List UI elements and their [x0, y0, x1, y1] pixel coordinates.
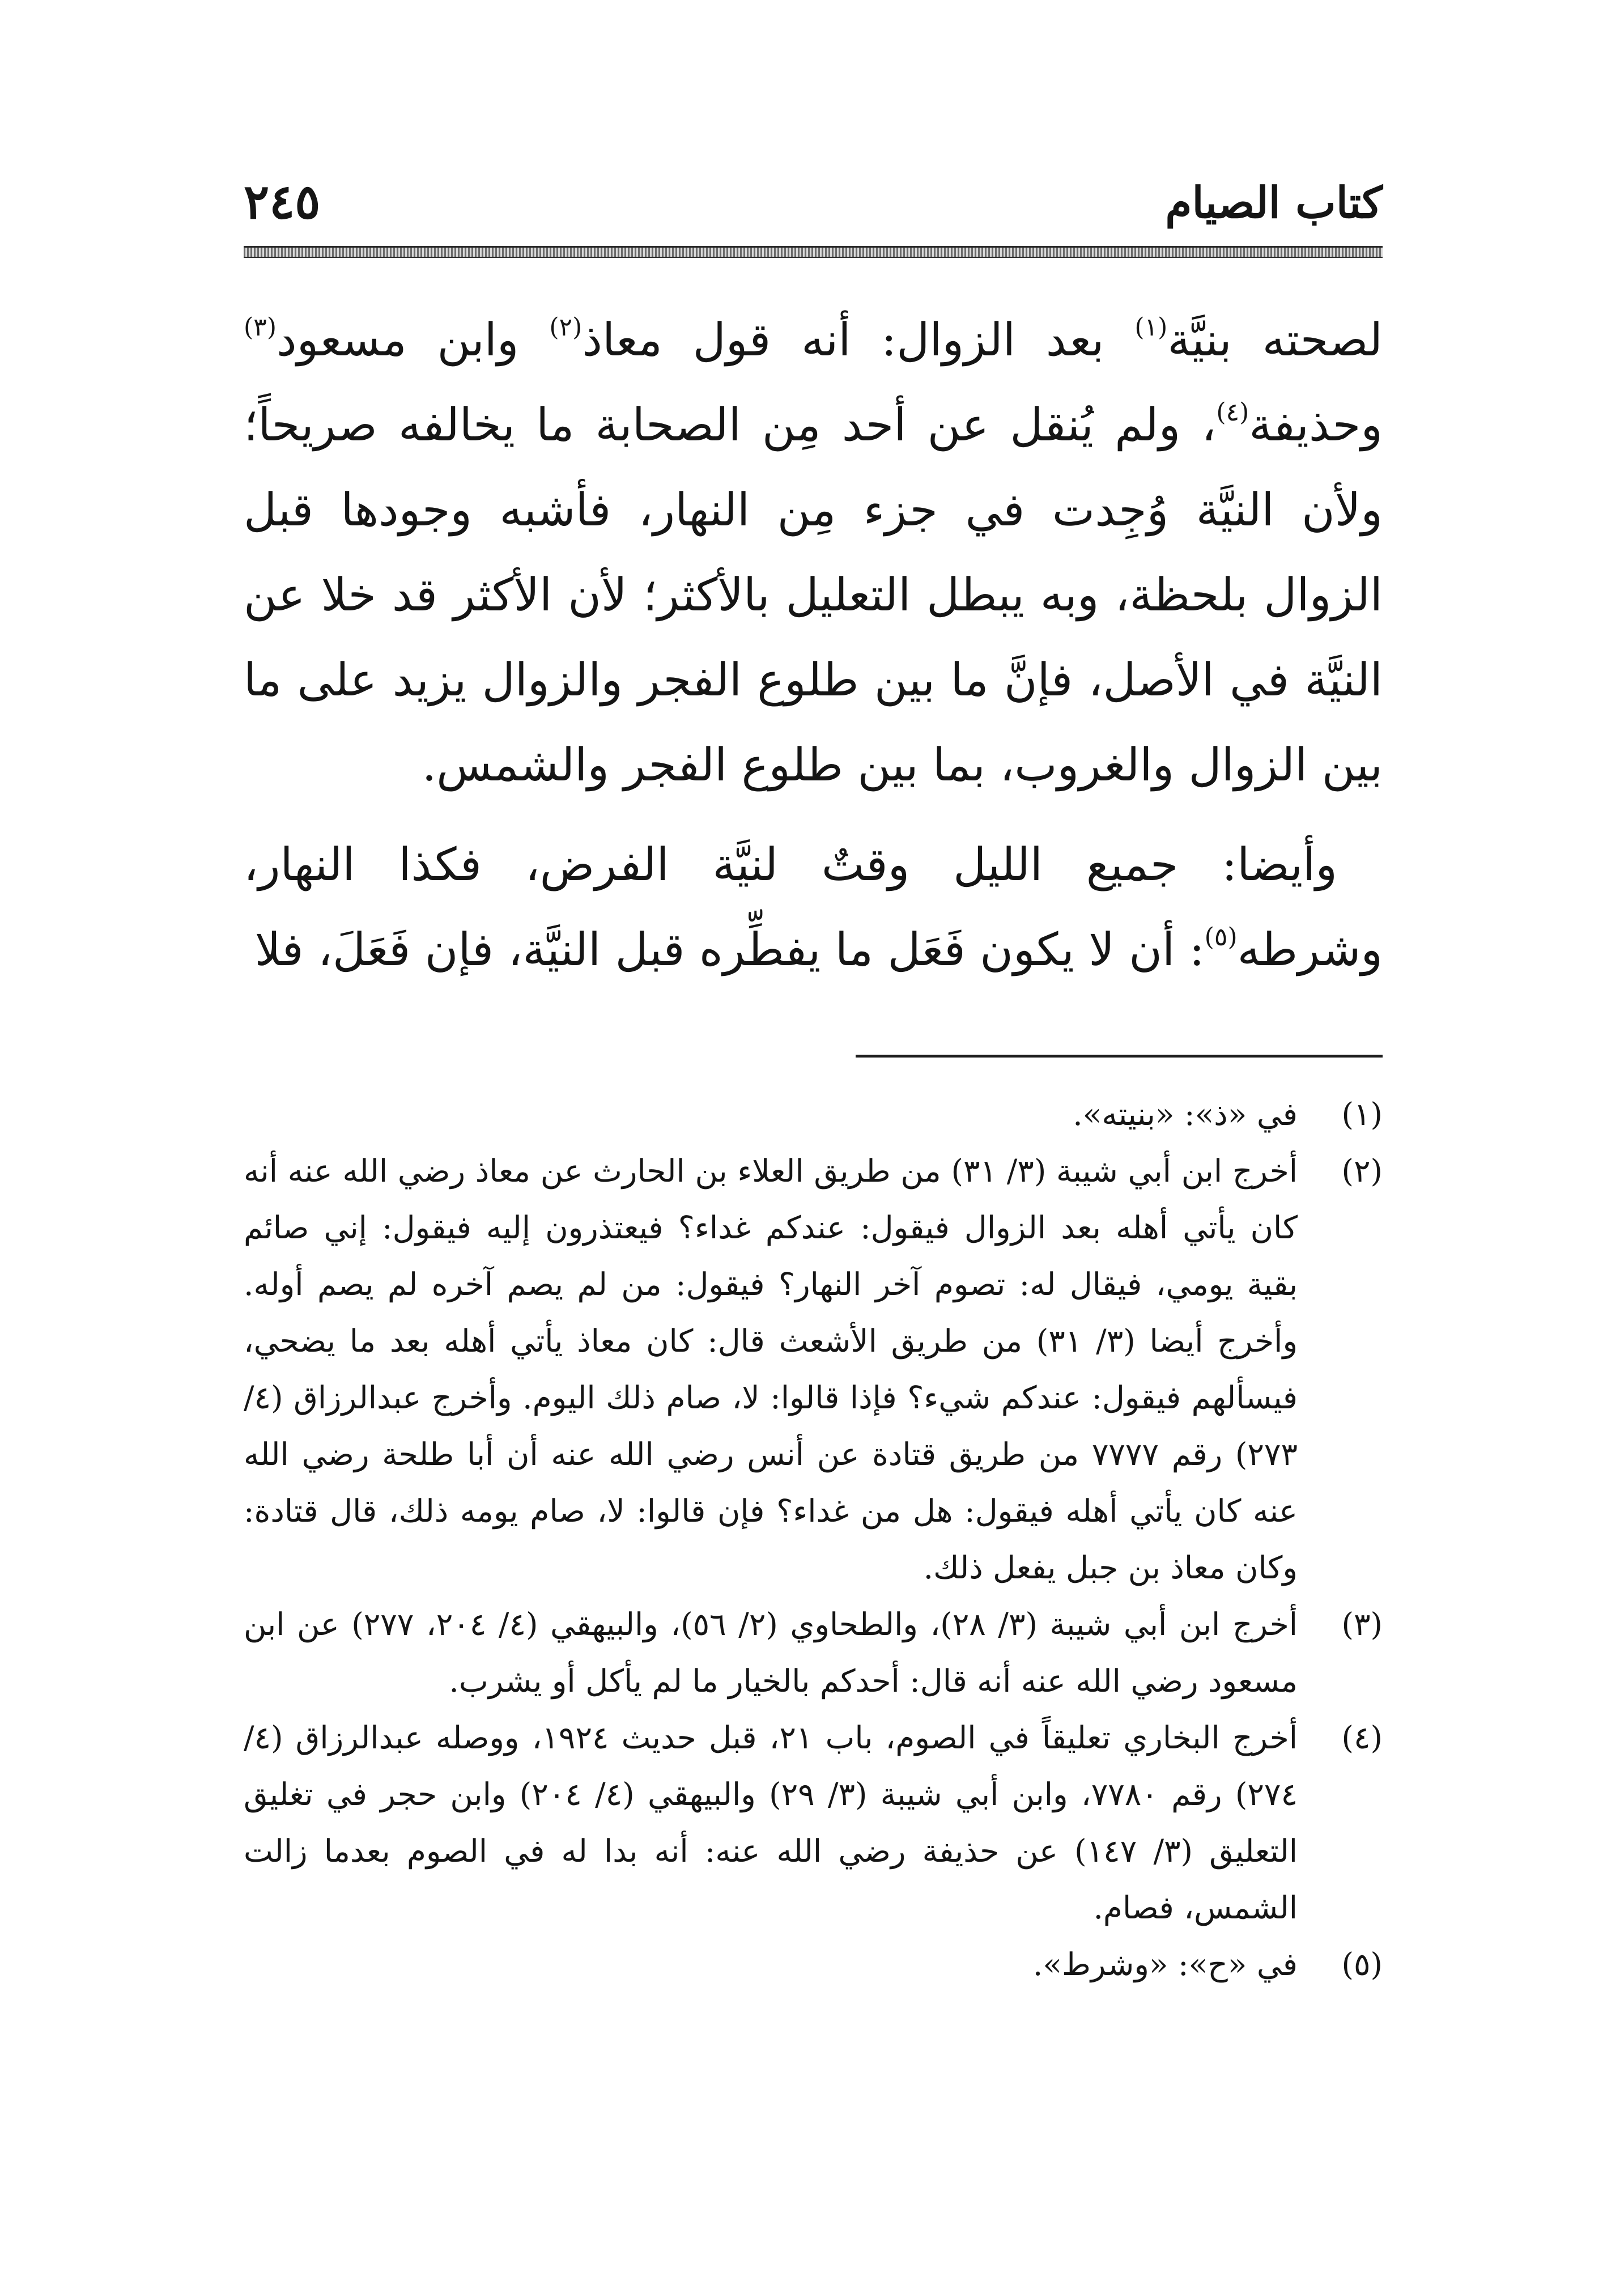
header-rule [244, 246, 1383, 258]
footnote-separator [856, 1055, 1383, 1058]
book-page [244, 170, 1383, 1993]
text-run: لصحته بنيَّة [1167, 313, 1383, 366]
footnote-text: أخرج ابن أبي شيبة (٣/ ٣١) من طريق العلاء بن الحارث عن معاذ رضي الله عنه أنه كان يأتي أهله بعد الزوال فيقول: عندكم غداء؟ فيعتذرون إليه فيقول: إني صائم بقية يومي، فيقال له: تصوم آخر النهار؟ فيقول: من لم يصم آخره لم يصم أوله. وأخرج أيضا (٣/ ٣١) من طريق الأشعث قال: كان معاذ يأتي أهله بعد ما يضحي، فيسألهم فيقول: عندكم شيء؟ فإذا قالوا: لا، صام ذلك اليوم. وأخرج عبدالرزاق (٤/ ٢٧٣) رقم ٧٧٧٧ من طريق قتادة عن أنس رضي الله عنه أن أبا طلحة رضي الله عنه كان يأتي أهله فيقول: هل من غداء؟ فإن قالوا: لا، صام يومه ذلك، قال قتادة: وكان معاذ بن جبل يفعل ذلك. [244, 1153, 1298, 1586]
footnote [244, 1596, 1383, 1709]
footnote [244, 1709, 1383, 1936]
footnote-ref[interactable]: (٥) [1204, 922, 1238, 952]
footnote-text: في «ذ»: «بنيته». [1073, 1096, 1298, 1132]
footnote-ref[interactable]: (٤) [1216, 397, 1249, 427]
footnote [244, 1936, 1383, 1993]
footnote-text: في «ح»: «وشرط». [1032, 1946, 1298, 1982]
footnote-marker: (٣) [1341, 1606, 1383, 1642]
text-run: وأيضا: جميع الليل وقتٌ لنيَّة الفرض، فكذا النهار، وشرطه [244, 838, 1383, 976]
footnote-ref[interactable]: (٢) [549, 312, 583, 342]
footnote-ref[interactable]: (٣) [244, 312, 277, 342]
text-run: وابن مسعود [276, 313, 550, 366]
footnote-text: أخرج ابن أبي شيبة (٣/ ٢٨)، والطحاوي (٢/ ٥٦)، والبيهقي (٤/ ٢٠٤، ٢٧٧) عن ابن مسعود رضي الله عنه أنه قال: أحدكم بالخيار ما لم يأكل أو يشرب. [244, 1606, 1298, 1699]
footnote-ref[interactable]: (١) [1134, 312, 1168, 342]
footnote-marker: (٤) [1341, 1719, 1383, 1756]
paragraph [244, 298, 1383, 808]
paragraph [244, 822, 1383, 992]
footnote-text: أخرج البخاري تعليقاً في الصوم، باب ٢١، قبل حديث ١٩٢٤، ووصله عبدالرزاق (٤/ ٢٧٤) رقم ٧٧٨٠، وابن أبي شيبة (٣/ ٢٩) والبيهقي (٤/ ٢٠٤) وابن حجر في تغليق التعليق (٣/ ١٤٧) عن حذيفة رضي الله عنه: أنه بدا له في الصوم بعدما زالت الشمس، فصام. [244, 1719, 1298, 1926]
footnotes [244, 1086, 1383, 1993]
page-number: ٢٤٥ [244, 173, 321, 230]
text-run: بعد الزوال: أنه قول معاذ [582, 313, 1135, 366]
book-title: كتاب الصيام [1165, 177, 1383, 228]
text-run: ، ولم يُنقل عن أحد مِن الصحابة ما يخالفه صريحاً؛ ولأن النيَّة وُجِدت في جزء مِن النهار، فأشبه وجودها قبل الزوال بلحظة، وبه يبطل التعليل بالأكثر؛ لأن الأكثر قد خلا عن النيَّة في الأصل، فإنَّ ما بين طلوع الفجر والزوال يزيد على ما بين الزوال والغروب، بما بين طلوع الفجر والشمس. [244, 398, 1383, 791]
footnote-marker: (١) [1341, 1096, 1383, 1132]
footnote-marker: (٢) [1341, 1153, 1383, 1189]
main-text [244, 298, 1383, 992]
text-run: وحذيفة [1249, 398, 1383, 451]
footnote [244, 1086, 1383, 1143]
text-run: : أن لا يكون فَعَل ما يفطِّره قبل النيَّة، فإن فَعَلَ، فلا [254, 923, 1205, 976]
running-header [244, 170, 1383, 244]
footnote [244, 1143, 1383, 1596]
footnote-marker: (٥) [1341, 1946, 1383, 1982]
